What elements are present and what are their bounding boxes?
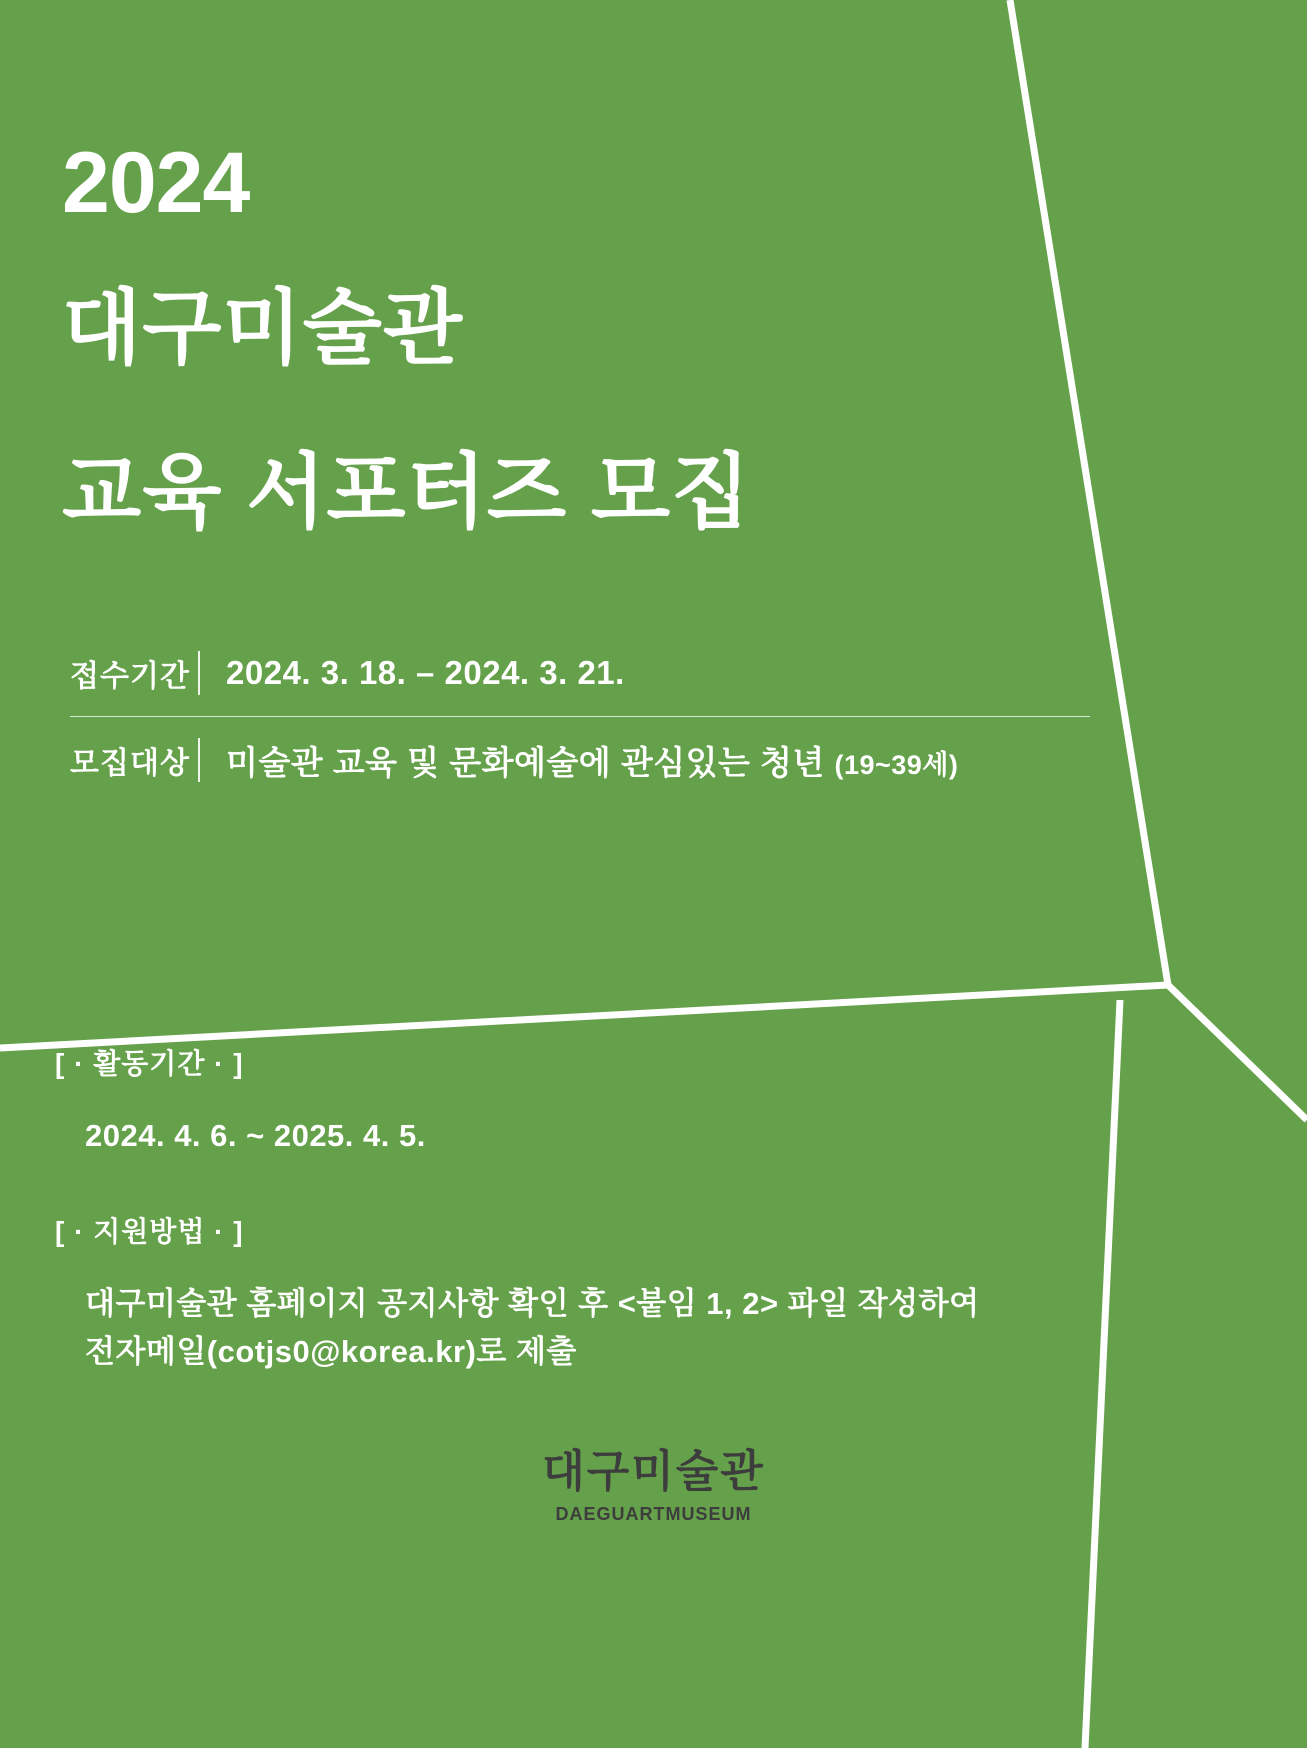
- info-value-target: [200, 737, 958, 784]
- section-application-method-line2: 전자메일(cotjs0@korea.kr)로 제출: [85, 1334, 577, 1370]
- info-value-target-age: (19~39세): [834, 749, 959, 780]
- museum-logo-english-art: ART: [625, 1504, 666, 1525]
- info-value-application-period: [200, 654, 625, 692]
- section-activity-period-body: 2024. 4. 6. ~ 2025. 4. 5.: [85, 1118, 426, 1153]
- museum-logo-korean: 대구미술관: [542, 1447, 765, 1496]
- poster-year: 2024: [62, 135, 250, 231]
- info-value-application-period-text: 2024. 3. 18. – 2024. 3. 21.: [226, 654, 625, 691]
- museum-logo-english: [0, 1504, 1307, 1525]
- info-label-target: 모집대상: [70, 747, 190, 780]
- info-value-target-text: 미술관 교육 및 문화예술에 관심있는 청년: [226, 743, 825, 781]
- section-activity-period: [55, 1042, 1215, 1160]
- poster-title-line2: 교육 서포터즈 모집: [62, 447, 752, 538]
- section-application-method-body: [55, 1280, 1215, 1376]
- museum-logo-english-daegu: DAEGU: [555, 1504, 626, 1525]
- info-row-target: [70, 717, 1090, 803]
- info-row-application-period: [70, 630, 1090, 717]
- section-application-method: [55, 1210, 1215, 1376]
- info-table: [70, 630, 1090, 803]
- info-label-application-period: 접수기간: [70, 660, 190, 693]
- museum-logo-english-museum: MUSEUM: [665, 1504, 752, 1525]
- section-application-method-heading: [ · 지원방법 · ]: [55, 1216, 244, 1247]
- poster-title-line1: 대구미술관: [62, 283, 464, 374]
- museum-logo: [0, 1448, 1307, 1525]
- section-application-method-line1: 대구미술관 홈페이지 공지사항 확인 후 <붙임 1, 2> 파일 작성하여: [85, 1286, 980, 1321]
- section-activity-period-heading: [ · 활동기간 · ]: [55, 1048, 244, 1079]
